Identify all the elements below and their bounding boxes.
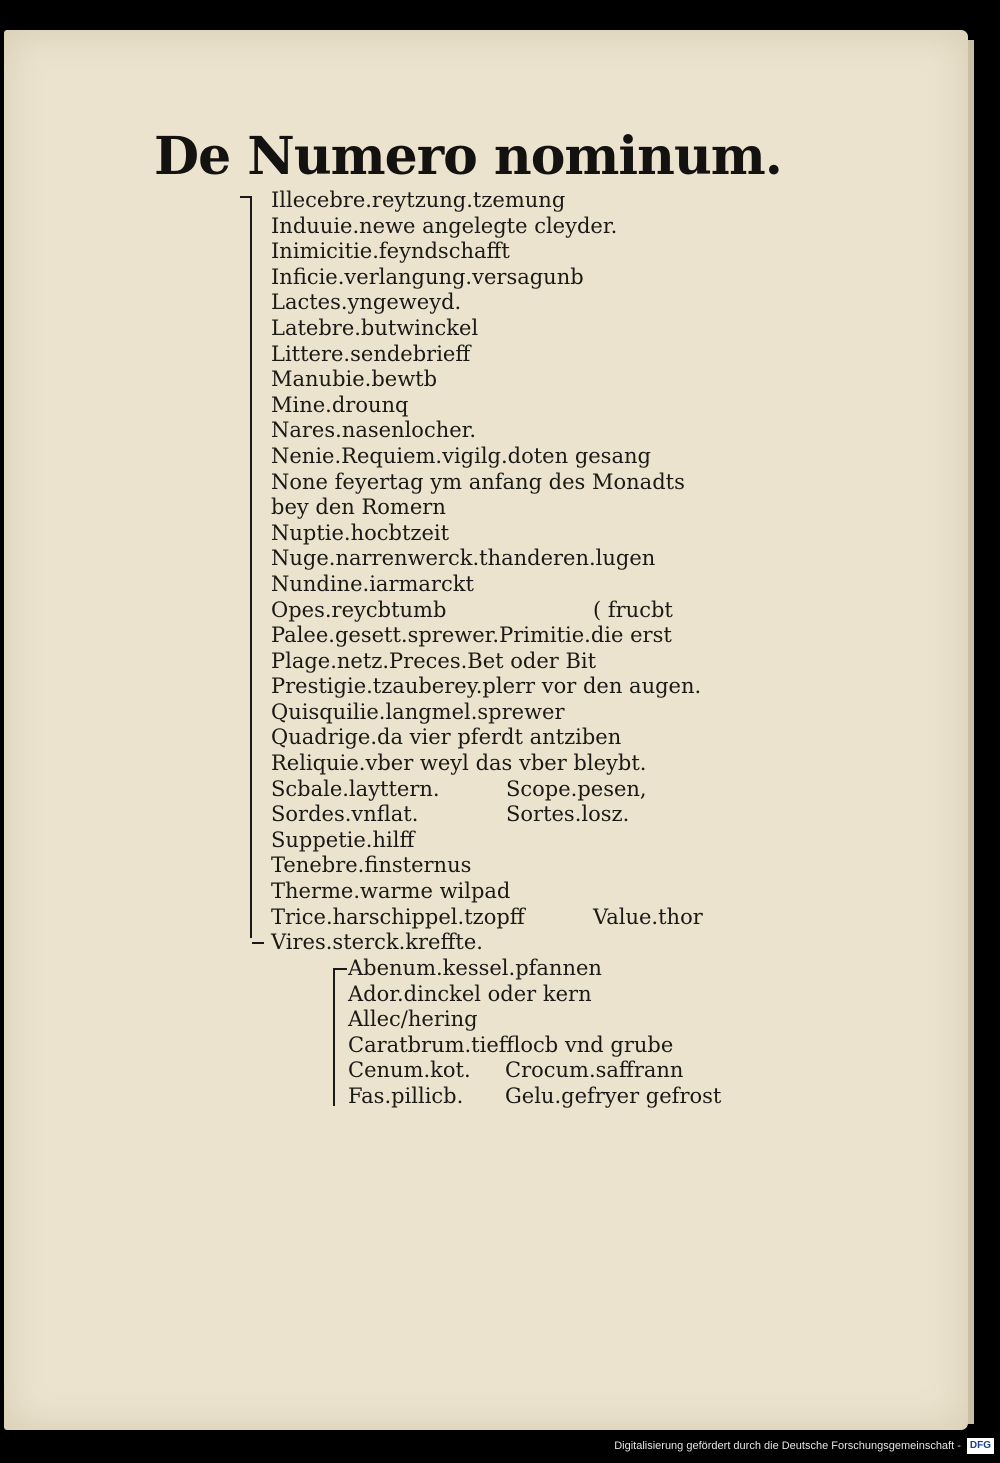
entry-text: Allec/hering [348,1007,478,1032]
entry-text: Inficie.verlangung.versagunb [271,264,584,289]
funding-note: Digitalisierung gefördert durch die Deutsche Forschungsgemeinschaft - [614,1440,961,1452]
entry-text-right: ( frucbt [593,597,673,622]
footer [614,1433,994,1459]
entry-text: Plage.netz.Preces.Bet oder Bit [271,648,597,673]
entry-text: Ador.dinckel oder kern [348,981,592,1006]
entry-text: Fas.pillicb. [348,1083,464,1108]
entry-text: Reliquie.vber weyl das vber bleybt. [271,751,647,776]
entry-line [271,239,771,265]
entry-text: Palee.gesett.sprewer.Primitie.die erst [271,623,672,648]
entry-line [271,188,771,214]
entry-text: Mine.drounq [271,392,409,417]
entry-line [271,802,771,828]
entry-text: Abenum.kessel.pfannen [348,956,602,980]
entry-text: Illecebre.reytzung.tzemung [271,188,566,212]
entry-line [271,879,771,905]
entry-line [271,470,771,496]
entry-text: Suppetie.hilff [271,827,415,852]
entry-text: Littere.sendebrieff [271,341,471,366]
entry-text: Caratbrum.tiefflocb vnd grube [348,1032,674,1057]
entry-text: Tenebre.finsternus [271,853,472,878]
entry-line [271,342,771,368]
entry-bracket-secondary [333,968,335,1106]
entry-text-right: Gelu.gefryer gefrost [505,1083,722,1108]
entry-line [271,623,771,649]
entry-text-right: Scope.pesen, [506,776,647,801]
entry-text: Manubie.bewtb [271,367,438,392]
entry-line [348,1084,848,1110]
entry-line [271,265,771,291]
entry-list-secondary [348,956,848,1110]
entry-line [271,751,771,777]
entry-text-right: Value.thor [593,904,703,929]
entry-text: Quisquilie.langmel.sprewer [271,699,565,724]
entry-line [348,982,848,1008]
entry-list [271,188,771,956]
entry-text: bey den Romern [271,495,446,520]
entry-line [271,700,771,726]
entry-line [348,1033,848,1059]
entry-text-right: Sortes.losz. [506,802,630,827]
entry-line [271,905,771,931]
entry-line [271,367,771,393]
entry-line [348,956,848,982]
entry-line [271,572,771,598]
entry-text: Sordes.vnflat. [271,802,419,827]
entry-text: Vires.sterck.kreffte. [271,930,483,955]
entry-line [348,1058,848,1084]
entry-line [271,649,771,675]
page-edge [968,40,974,1424]
entry-text: Induuie.newe angelegte cleyder. [271,213,618,238]
entry-text: Prestigie.tzauberey.plerr vor den augen. [271,674,702,699]
entry-line [271,828,771,854]
entry-text: Nares.nasenlocher. [271,418,477,443]
entry-line [271,853,771,879]
page-title: De Numero nominum. [154,126,782,187]
dfg-logo: DFG [967,1438,994,1454]
entry-line [271,393,771,419]
entry-text: Trice.harschippel.tzopff [271,904,525,929]
entry-text: Inimicitie.feyndschafft [271,239,510,264]
entry-text: Lactes.yngeweyd. [271,290,462,315]
entry-bracket [250,196,252,938]
entry-text: Scbale.layttern. [271,776,440,801]
entry-text-right: Crocum.saffrann [505,1058,684,1083]
entry-line [271,598,771,624]
entry-text: Quadrige.da vier pferdt antziben [271,725,622,750]
entry-text: Opes.reycbtumb [271,597,447,622]
entry-line [271,316,771,342]
entry-text: Latebre.butwinckel [271,315,479,340]
entry-text: Therme.warme wilpad [271,879,511,904]
entry-line [271,418,771,444]
entry-text: Nuge.narrenwerck.thanderen.lugen [271,546,656,571]
entry-line [271,495,771,521]
entry-text: Nuptie.hocbtzeit [271,520,450,545]
entry-text: Nenie.Requiem.vigilg.doten gesang [271,443,651,468]
entry-line [271,930,771,956]
entry-line [271,214,771,240]
entry-line [271,521,771,547]
entry-line [271,546,771,572]
entry-text: Cenum.kot. [348,1058,471,1083]
entry-line [271,444,771,470]
entry-line [348,1007,848,1033]
entry-text: Nundine.iarmarckt [271,571,474,596]
entry-line [271,674,771,700]
entry-text: None feyertag ym anfang des Monadts [271,469,685,494]
entry-line [271,777,771,803]
entry-line [271,725,771,751]
entry-line [271,290,771,316]
